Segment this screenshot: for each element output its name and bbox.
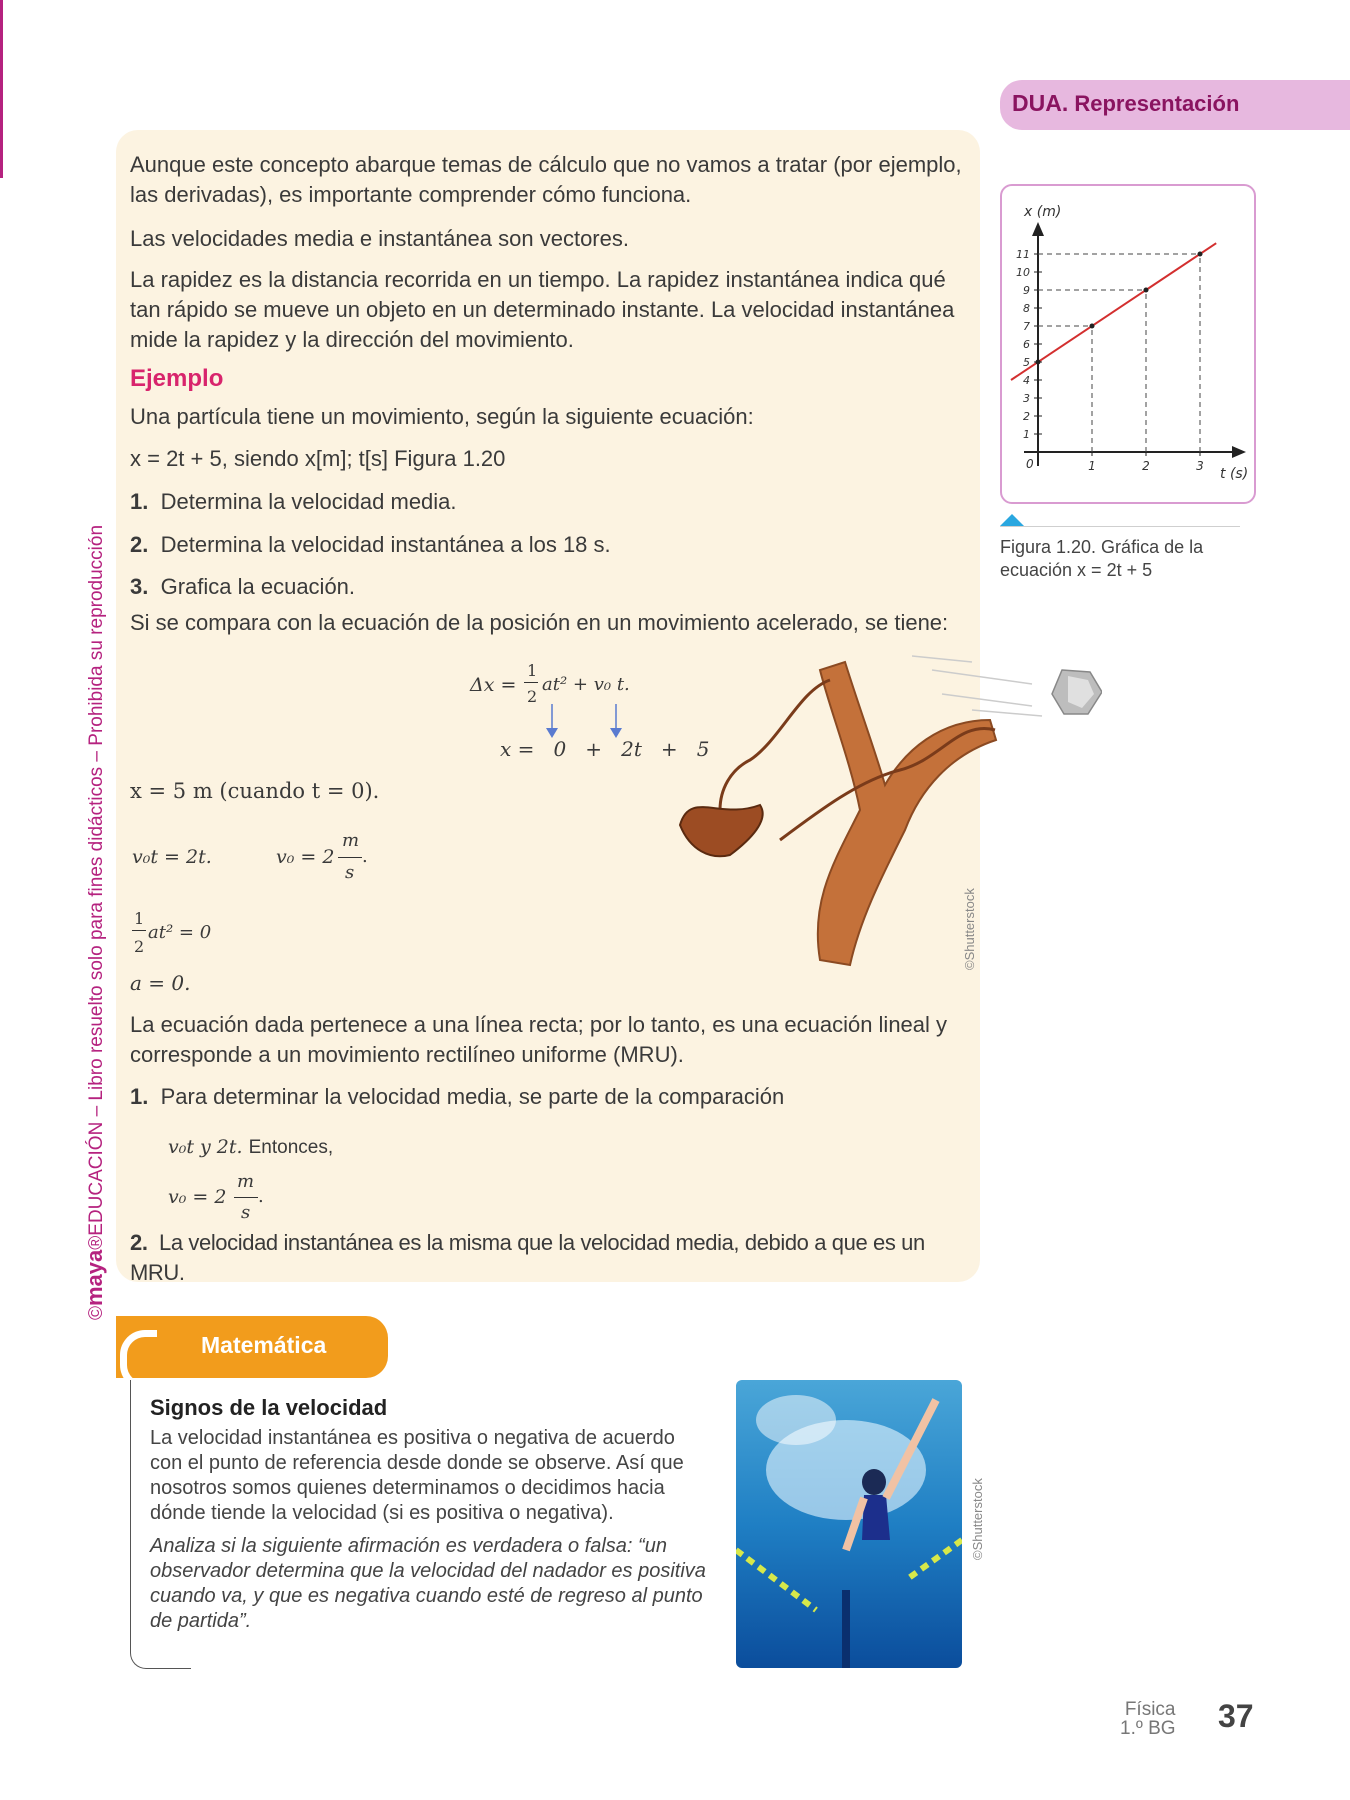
answer-number: 1. [130, 1084, 149, 1109]
answer-item [130, 1082, 970, 1112]
y-tick-label: 7 [1023, 320, 1030, 333]
answer-text: La velocidad instantánea es la misma que la velocidad media, debido a que es un MRU. [130, 1230, 925, 1285]
answer1-compare [168, 1132, 333, 1163]
half-at-equation: at² = 0 [148, 922, 212, 943]
task-number: 3. [130, 574, 149, 599]
x-tick-label: 3 [1196, 459, 1204, 473]
math-question: Analiza si la siguiente afirmación es verdadera o falsa: “un observador determina que la velocidad del nadador es positiva cuando va, y que es negativa cuando esté de regreso al punto de partida”. [150, 1535, 706, 1632]
origin-label: 0 [1026, 457, 1034, 471]
x-axis-label: t (s) [1220, 466, 1249, 482]
stone-illustration [912, 650, 1102, 730]
y-tick-label: 6 [1023, 338, 1030, 351]
x-tick-label: 2 [1142, 459, 1150, 473]
answer-item [130, 1228, 980, 1288]
data-point [1090, 324, 1095, 329]
registered-symbol: ® [86, 1235, 107, 1250]
dua-title: DUA. Representación [1012, 90, 1240, 116]
acceleration-zero: a = 0. [130, 971, 191, 995]
math-tab-label: Matemática [201, 1332, 327, 1358]
series-line [1011, 243, 1216, 380]
example-statement: Una partícula tiene un movimiento, según la siguiente ecuación: [130, 404, 754, 429]
photo-credit: ©Shutterstock [962, 888, 977, 970]
credit-text: EDUCACIÓN – Libro resuelto solo para fines didácticos – Prohibida su reproducción [86, 524, 107, 1236]
subject-name: Física [1124, 1699, 1176, 1720]
answer1-v0: v₀ = 2 [168, 1186, 227, 1208]
y-axis-label: x (m) [1024, 204, 1062, 220]
y-tick-label: 2 [1023, 410, 1030, 423]
v0t-equation: v₀t = 2t. [132, 846, 212, 868]
example-equation: x = 2t + 5, siendo x[m]; t[s] Figura 1.20 [130, 446, 506, 471]
y-tick-label: 11 [1016, 248, 1030, 261]
vertical-credit [82, 470, 108, 1320]
task-text: Determina la velocidad media. [160, 489, 457, 514]
task-item [130, 487, 457, 517]
unit-num: m [237, 1171, 255, 1192]
period: . [362, 846, 368, 867]
task-number: 2. [130, 532, 149, 557]
position-time-graph [1002, 186, 1254, 502]
y-axis-arrow [1032, 222, 1044, 236]
task-item [130, 530, 611, 560]
caption-marker-icon [1000, 514, 1024, 526]
math-title: Signos de la velocidad [150, 1395, 388, 1420]
x-axis-arrow [1232, 446, 1246, 458]
unit-den: s [241, 1202, 251, 1223]
y-tick-label: 1 [1023, 428, 1030, 441]
page-number: 37 [1218, 1698, 1254, 1734]
page-edge-bar [0, 0, 3, 178]
period: . [258, 1186, 264, 1207]
unit-den: s [345, 862, 355, 883]
dua-banner [1000, 80, 1350, 130]
task-text: Determina la velocidad instantánea a los 18 s. [160, 532, 611, 557]
intro-paragraph-1: Aunque este concepto abarque temas de cálculo que no vamos a tratar (por ejemplo, las derivadas), es importante comprender cómo funciona. [130, 152, 962, 207]
formula-rhs: at² + v₀ t. [542, 674, 630, 695]
task-item [130, 572, 355, 602]
dua-subtitle: Representación [1068, 91, 1240, 116]
formula-frac-den: 2 [527, 687, 538, 706]
half-den: 2 [134, 937, 145, 956]
task-text: Grafica la ecuación. [160, 574, 356, 599]
example-title: Ejemplo [130, 365, 224, 392]
formula-lhs: Δx = [470, 674, 517, 696]
graph-panel [1000, 184, 1256, 504]
data-point [1144, 288, 1149, 293]
y-tick-label: 10 [1016, 266, 1030, 279]
unit-num: m [342, 830, 360, 851]
figure-caption: Figura 1.20. Gráfica de la ecuación x = 2t + 5 [1000, 537, 1204, 580]
data-point [1198, 252, 1203, 257]
y-tick-label: 4 [1023, 374, 1030, 387]
task-number: 1. [130, 489, 149, 514]
math-text: La velocidad instantánea es positiva o negativa de acuerdo con el punto de referencia desde donde se observe. Así que nosotros somos quienes determinamos o decidimos hacia dónde tiende la velocidad (si es positiva o negativa). [150, 1427, 684, 1524]
data-point [1036, 360, 1041, 365]
grade-name: 1.º BG [1120, 1718, 1176, 1739]
caption-divider [1000, 526, 1240, 527]
comparison-text: Si se compara con la ecuación de la posición en un movimiento acelerado, se tiene: [130, 610, 949, 635]
fraction-bar [132, 930, 146, 931]
v0-equation: v₀ = 2 [276, 846, 335, 868]
y-tick-label: 9 [1023, 284, 1030, 297]
formula-line-2: x = 0 + 2t + 5 [500, 737, 710, 761]
y-tick-label: 5 [1023, 356, 1030, 369]
brand-logo-text: maya [82, 1249, 107, 1306]
y-tick-label: 8 [1023, 302, 1030, 315]
entonces-text: Entonces, [248, 1137, 334, 1158]
intro-paragraph-2: Las velocidades media e instantánea son vectores. [130, 226, 629, 251]
half-num: 1 [134, 909, 145, 928]
conclusion-text: La ecuación dada pertenece a una línea recta; por lo tanto, es una ecuación lineal y corresponde a un movimiento rectilíneo uniforme (MRU). [130, 1012, 948, 1067]
intro-paragraph-3: La rapidez es la distancia recorrida en un tiempo. La rapidez instantánea indica qué tan rápido se mueve un objeto en un determinado instante. La velocidad instantánea mide la rapidez y la dirección del movimiento. [130, 267, 955, 352]
footer-subject [1120, 1700, 1176, 1738]
x-tick-label: 1 [1088, 459, 1096, 473]
answer-number: 2. [130, 1230, 148, 1255]
y-tick-label: 3 [1023, 392, 1030, 405]
formula-frac-num: 1 [527, 661, 538, 680]
photo-credit: ©Shutterstock [970, 1478, 985, 1560]
x-initial: x = 5 m (cuando t = 0). [130, 779, 380, 803]
v0t-2t: v₀t y 2t. [168, 1136, 243, 1158]
copyright-symbol: © [86, 1306, 107, 1320]
swimmer-photo [736, 1380, 962, 1668]
answer-text: Para determinar la velocidad media, se parte de la comparación [160, 1084, 785, 1109]
